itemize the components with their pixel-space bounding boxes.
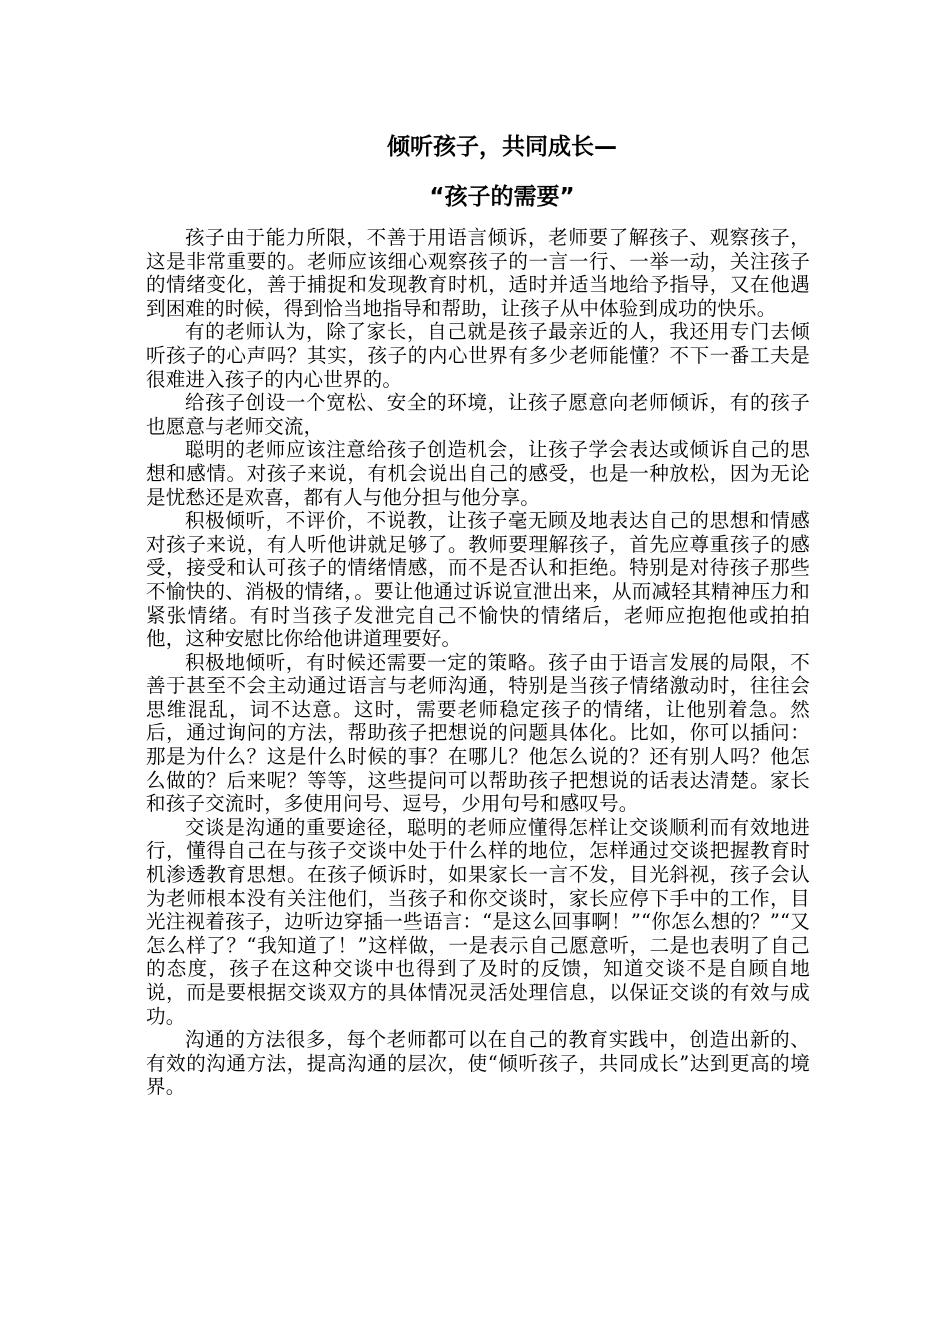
paragraph: 孩子由于能力所限，不善于用语言倾诉，老师要了解孩子、观察孩子，这是非常重要的。老师应该细心观察孩子的一言一行、一举一动，关注孩子的情绪变化，善于捕捉和发现教育时机，适时并适当地给予指导，又在他遇到困难的时候，得到恰当地指导和帮助，让孩子从中体验到成功的快乐。 bbox=[146, 226, 810, 320]
paragraph: 沟通的方法很多，每个老师都可以在自己的教育实践中，创造出新的、有效的沟通方法，提高沟通的层次，使“倾听孩子，共同成长”达到更高的境界。 bbox=[146, 1028, 810, 1099]
document-page bbox=[146, 130, 810, 1099]
document-body bbox=[146, 226, 810, 1099]
paragraph: 聪明的老师应该注意给孩子创造机会，让孩子学会表达或倾诉自己的思想和感情。对孩子来说，有机会说出自己的感受，也是一种放松，因为无论是忧愁还是欢喜，都有人与他分担与他分享。 bbox=[146, 438, 810, 509]
paragraph: 有的老师认为，除了家长，自己就是孩子最亲近的人，我还用专门去倾听孩子的心声吗？其实，孩子的内心世界有多少老师能懂？不下一番工夫是很难进入孩子的内心世界的。 bbox=[146, 320, 810, 391]
paragraph: 积极倾听，不评价，不说教，让孩子毫无顾及地表达自己的思想和情感对孩子来说，有人听他讲就足够了。教师要理解孩子，首先应尊重孩子的感受，接受和认可孩子的情绪情感，而不是否认和拒绝。特别是对待孩子那些不愉快的、消极的情绪，。要让他通过诉说宣泄出来，从而减轻其精神压力和紧张情绪。有时当孩子发泄完自己不愉快的情绪后，老师应抱抱他或拍拍他，这种安慰比你给他讲道理要好。 bbox=[146, 509, 810, 651]
paragraph: 给孩子创设一个宽松、安全的环境，让孩子愿意向老师倾诉，有的孩子也愿意与老师交流， bbox=[146, 391, 810, 438]
document-title: 倾听孩子，共同成长— bbox=[387, 134, 617, 160]
paragraph: 积极地倾听，有时候还需要一定的策略。孩子由于语言发展的局限，不善于甚至不会主动通过语言与老师沟通，特别是当孩子情绪激动时，往往会思维混乱，词不达意。这时，需要老师稳定孩子的情绪，让他别着急。然后，通过询问的方法，帮助孩子把想说的问题具体化。比如，你可以插问：那是为什么？这是什么时候的事？在哪儿？他怎么说的？还有别人吗？他怎么做的？后来呢？等等，这些提问可以帮助孩子把想说的话表达清楚。家长和孩子交流时，多使用问号、逗号，少用句号和感叹号。 bbox=[146, 650, 810, 816]
paragraph: 交谈是沟通的重要途径，聪明的老师应懂得怎样让交谈顺利而有效地进行，懂得自己在与孩子交谈中处于什么样的地位，怎样通过交谈把握教育时机渗透教育思想。在孩子倾诉时，如果家长一言不发，目光斜视，孩子会认为老师根本没有关注他们，当孩子和你交谈时，家长应停下手中的工作，目光注视着孩子，边听边穿插一些语言：“是这么回事啊！”“你怎么想的？”“又怎么样了？“我知道了！”这样做，一是表示自己愿意听，二是也表明了自己的态度，孩子在这种交谈中也得到了及时的反馈，知道交谈不是自顾自地说，而是要根据交谈双方的具体情况灵活处理信息，以保证交谈的有效与成功。 bbox=[146, 815, 810, 1028]
document-subtitle: “孩子的需要” bbox=[429, 184, 575, 210]
